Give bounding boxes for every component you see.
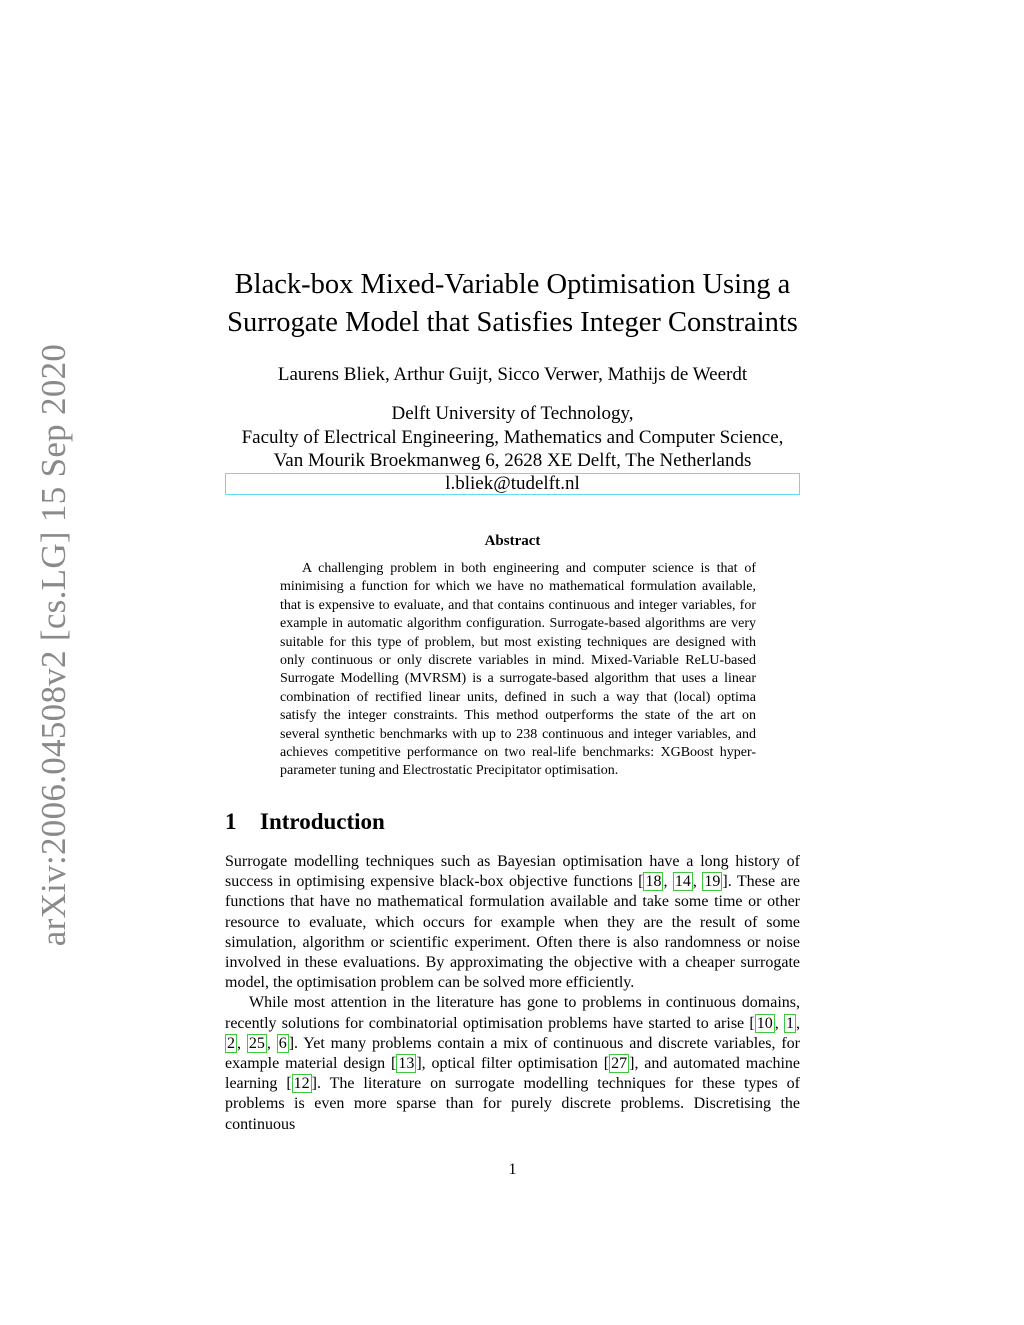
separator: , [796, 1014, 801, 1032]
affiliation-line-1: Delft University of Technology, [391, 403, 634, 424]
separator: , [237, 1034, 247, 1052]
citation-link[interactable]: 2 [227, 1034, 235, 1052]
citation-link[interactable]: 14 [674, 873, 691, 891]
paragraph-text: While most attention in the literature has gone to problems in continuous domains, recently solutions for combinatorial optimisation problems have started to arise [ [225, 994, 800, 1032]
separator: , [774, 1014, 785, 1032]
paragraph-text: ]. These are functions that have no mathematical formulation available and take some time or other resource to evaluate, which occurs for example when they are the result of some simulation, algorithm or scientific experiment. Often there is also randomness or noise involved in these evaluations. By approximating the objective with a cheaper surrogate model, the optimisation problem can be solved more efficiently. [225, 873, 801, 992]
abstract-heading: Abstract [484, 533, 541, 549]
email-link[interactable]: l.bliek@tudelft.nl [225, 473, 800, 495]
author-list: Laurens Bliek, Arthur Guijt, Sicco Verwer, Mathijs de Weerdt [277, 364, 748, 385]
separator: , [663, 873, 673, 891]
citation-link[interactable]: 13 [398, 1055, 415, 1073]
paragraph-text: Surrogate modelling techniques such as Bayesian optimisation have a long history of success in optimising expensive black-box objective functions [ [225, 853, 800, 891]
paragraph-text: ], optical filter optimisation [ [416, 1055, 610, 1073]
citation-link[interactable]: 27 [611, 1055, 628, 1073]
citation-link[interactable]: 19 [704, 873, 721, 891]
affiliation-line-3: Van Mourik Broekmanweg 6, 2628 XE Delft, The Netherlands [273, 450, 752, 471]
abstract-text: A challenging problem in both engineering and computer science is that of minimising a function for which we have no mathematical formulation available, that is expensive to evaluate, and that contains continuous and integer variables, for example in automatic algorithm configuration. Surrogate-based algorithms are very suitable for this type of problem, but most existing techniques are designed with only continuous or only discrete variables in mind. Mixed-Variable ReLU-based Surrogate Modelling (MVRSM) is a surrogate-based algorithm that uses a linear combination of rectified linear units, defined in such a way that (local) optima satisfy the integer constraints. This method outperforms the state of the art on several synthetic benchmarks with up to 238 continuous and integer variables, and achieves competitive performance on two real-life benchmarks: XGBoost hyper-parameter tuning and Electrostatic Precipitator optimisation. [280, 561, 756, 779]
paragraph-text: ]. The literature on surrogate modelling techniques for these types of problems is even more sparse than for purely discrete problems. Discretising the continuous [225, 1075, 801, 1133]
section-title: Introduction [260, 809, 385, 834]
intro-paragraph-2 [225, 993, 800, 1134]
separator: , [266, 1034, 277, 1052]
citation-link[interactable]: 1 [786, 1014, 795, 1032]
section-number: 1 [225, 809, 237, 834]
title-line-1: Black-box Mixed-Variable Optimisation Using a [234, 269, 791, 300]
citation-link[interactable]: 18 [645, 873, 662, 891]
separator: , [692, 873, 703, 891]
paragraph-text: ], and automated machine learning [ [225, 1055, 800, 1093]
section-heading [225, 809, 800, 835]
intro-paragraph-1 [225, 852, 800, 993]
citation-link[interactable]: 25 [248, 1034, 265, 1052]
title-line-2: Surrogate Model that Satisfies Integer Constraints [227, 307, 798, 338]
citation-link[interactable]: 6 [278, 1034, 287, 1052]
citation-link[interactable]: 10 [756, 1014, 773, 1032]
arxiv-identifier-stamp: arXiv:2006.04508v2 [cs.LG] 15 Sep 2020 [34, 343, 73, 947]
affiliation-line-2: Faculty of Electrical Engineering, Mathematics and Computer Science, [241, 426, 784, 448]
introduction-body [225, 852, 800, 1135]
citation-link[interactable]: 12 [293, 1075, 310, 1093]
paper-title [225, 266, 800, 342]
paragraph-text: ]. Yet many problems contain a mix of continuous and discrete variables, for example material design [ [225, 1034, 801, 1073]
page-number: 1 [508, 1161, 517, 1178]
affiliation-block [225, 402, 800, 495]
